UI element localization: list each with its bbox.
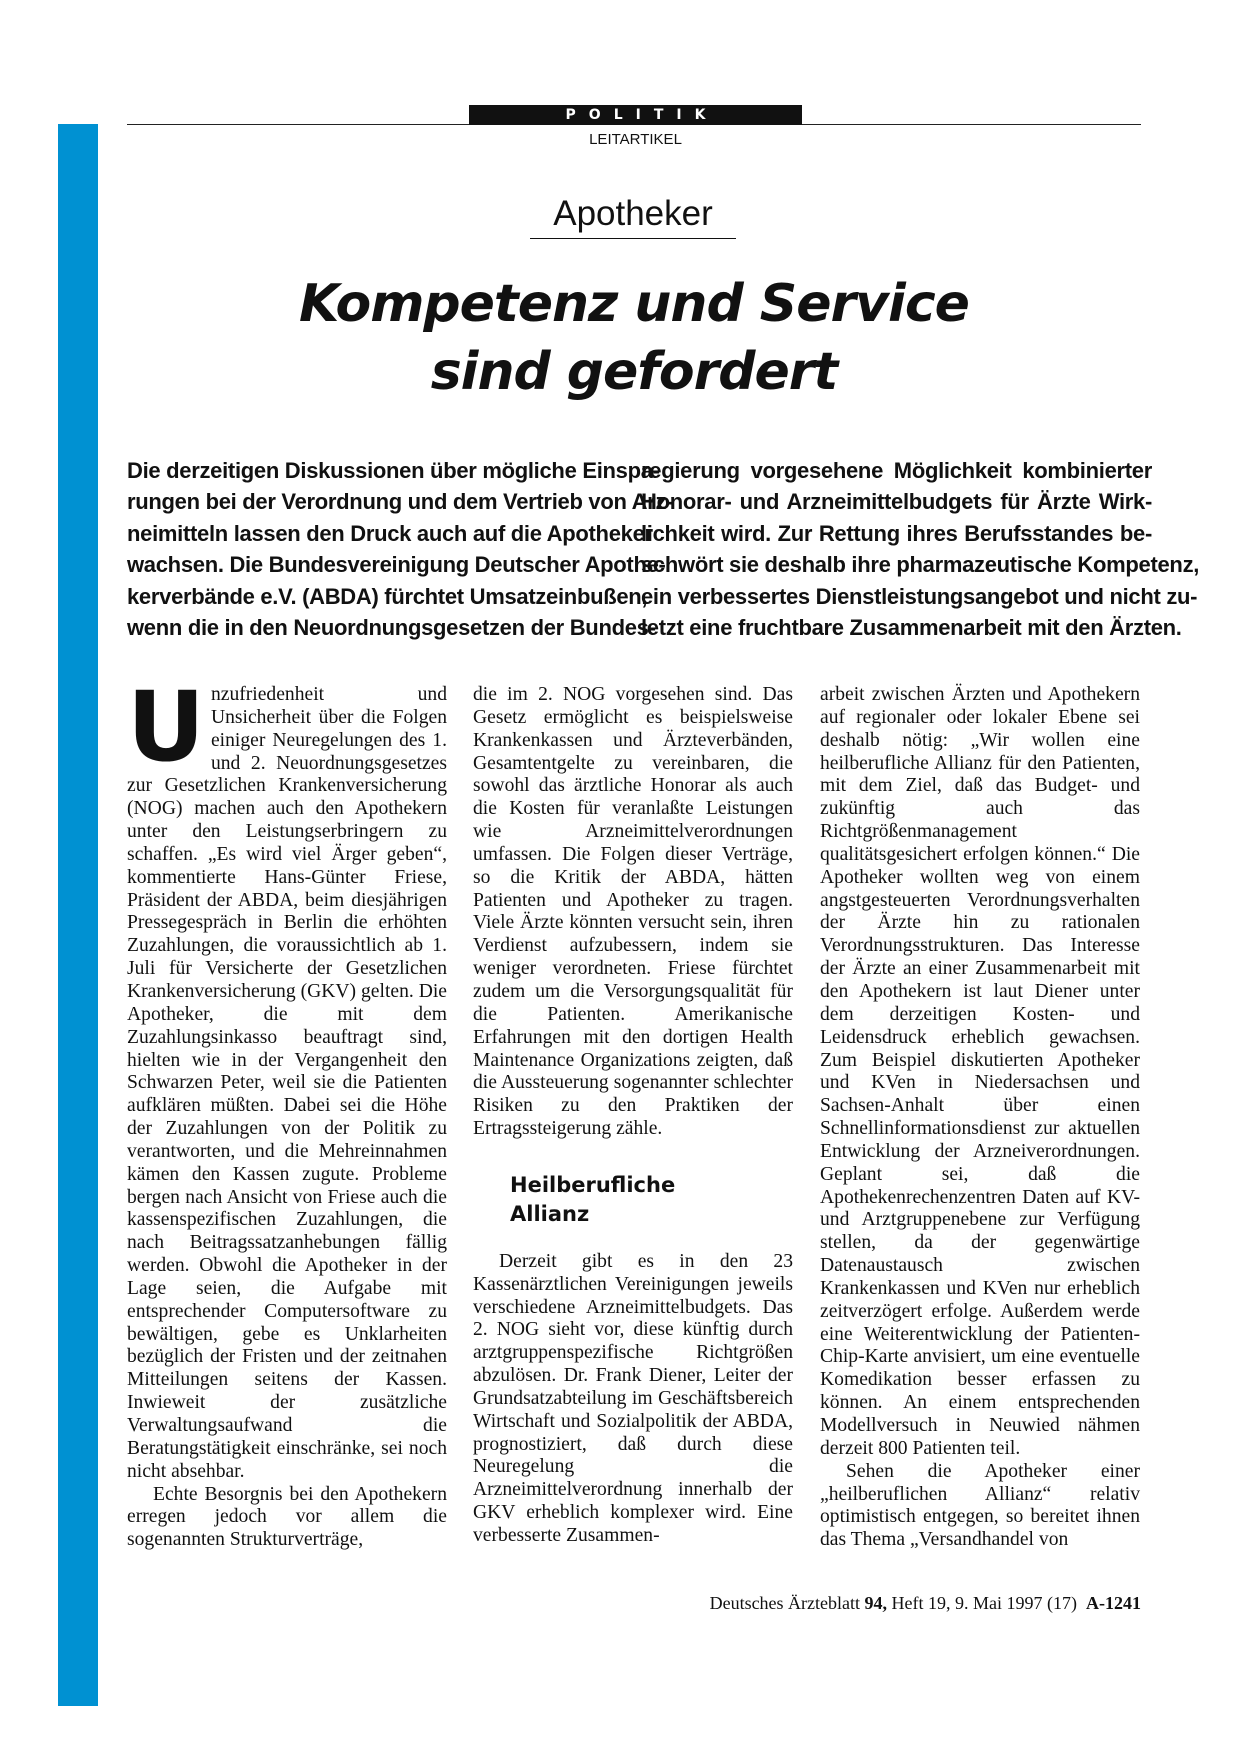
body-paragraph: Sehen die Apotheker einer „heilberuflichen Allianz“ relativ optimistisch entgegen, so bereitet ihnen das Thema „Versandhandel von <box>820 1460 1140 1551</box>
body-column-3 <box>820 684 1140 1552</box>
subheading-line-2: Allianz <box>510 1201 590 1226</box>
body-paragraph: Echte Besorgnis bei den Apothekern erregen jedoch vor allem die sogenannten Strukturverträge, <box>127 1483 447 1551</box>
footer-volume: 94, <box>864 1593 888 1613</box>
lead-line: lichkeit wird. Zur Rettung ihres Berufsstandes be- <box>641 520 1152 546</box>
lead-line: kerverbände e.V. (ABDA) fürchtet Umsatzeinbußen, <box>127 583 648 609</box>
drop-cap: U <box>127 671 205 783</box>
footer-page-number: A-1241 <box>1086 1593 1141 1613</box>
section-label: POLITIK <box>469 105 802 125</box>
body-paragraph <box>127 671 447 1484</box>
lead-paragraph-left <box>127 455 674 643</box>
lead-line: Honorar- und Arzneimittelbudgets für Ärzte Wirk- <box>641 489 1152 515</box>
body-paragraph: Derzeit gibt es in den 23 Kassenärztlichen Vereinigungen jeweils verschiedene Arzneimittelbudgets. Das 2. NOG sieht vor, diese künftig durch arztgruppenspezifische Richtgrößen abzulösen. Dr. Frank Diener, Leiter der Grundsatzabteilung im Geschäftsbereich Wirtschaft und Sozialpolitik der ABDA, prognostiziert, daß durch diese Neuregelung die Arzneimittelverordnung innerhalb der GKV erheblich komplexer wird. Eine verbesserte Zusammen- <box>473 1250 793 1546</box>
headline-line-1: Kompetenz und Service <box>299 274 969 334</box>
article-kicker: Apotheker <box>530 192 736 239</box>
lead-line: wachsen. Die Bundesvereinigung Deutscher Apothe- <box>127 552 666 578</box>
page-footer <box>600 1591 1141 1615</box>
body-column-1 <box>127 671 447 1552</box>
section-subheading <box>510 1171 793 1229</box>
body-column-2 <box>473 684 793 1548</box>
lead-line: regierung vorgesehene Möglichkeit kombinierter <box>641 458 1152 483</box>
lead-line: wenn die in den Neuordnungsgesetzen der Bundes- <box>127 614 656 640</box>
subsection-label: LEITARTIKEL <box>589 131 682 148</box>
article-headline <box>127 270 1141 406</box>
paragraph-text: nzufriedenheit und Unsicherheit über die Folgen einiger Neuregelungen des 1. und 2. Neuordnungsgesetzes zur Gesetzlichen Krankenversicherung (NOG) machen auch den Apothekern unter den Leistungserbringern zu schaffen. „Es wird viel Ärger geben“, kommentierte Hans-Günter Friese, Präsident der ABDA, beim diesjährigen Pressegespräch in Berlin die erhöhten Zuzahlungen, die voraussichtlich ab 1. Juli für Versicherte der Gesetzlichen Krankenversicherung (GKV) gelten. Die Apotheker, die mit dem Zuzahlungsinkasso beauftragt sind, hielten wie in der Vergangenheit den Schwarzen Peter, weil sie die Patienten aufklären müßten. Dabei sei die Höhe der Zuzahlungen von der Politik zu verantworten, und die Mehreinnahmen kämen den Kassen zugute. Probleme bergen nach Ansicht von Friese auch die kassenspezifischen Zuzahlungen, die nach Beitragssatzanhebungen fällig werden. Obwohl die Apotheker in der Lage seien, die Aufgabe mit entsprechender Computersoftware zu bewältigen, gebe es Unklarheiten bezüglich der Fristen und der zeitnahen Mitteilungen seitens der Kassen. Inwieweit der zusätzliche Verwaltungsaufwand die Beratungstätigkeit einschränke, sei noch nicht absehbar. <box>127 684 447 1482</box>
body-paragraph: arbeit zwischen Ärzten und Apothekern auf regionaler oder lokaler Ebene sei deshalb nötig: „Wir wollen eine heilberufliche Allianz für den Patienten, mit dem Ziel, daß das Budget- und zukünftig auch das Richtgrößenmanagement qualitätsgesichert erfolgen können.“ Die Apotheker wollten weg von einem angstgesteuerten Verordnungsverhalten der Ärzte hin zu rationalen Verordnungsstrukturen. Das Interesse der Ärzte an einer Zusammenarbeit mit den Apothekern ist laut Diener unter dem derzeitigen Kosten- und Leidensdruck erheblich gewachsen. Zum Beispiel diskutierten Apotheker und KVen in Niedersachsen und Sachsen-Anhalt über einen Schnellinformationsdienst zur aktuellen Entwicklung der Arzneiverordnungen. Geplant sei, daß die Apothekenrechenzentren Daten auf KV- und Arztgruppenebene zur Verfügung stellen, da der gegenwärtige Datenaustausch zwischen Krankenkassen und KVen nur erheblich zeitverzögert erfolge. Außerdem werde eine Weiterentwicklung der Patienten-Chip-Karte anvisiert, um eine eventuelle Komedikation besser erfassen zu können. An einem entsprechenden Modellversuch in Neuwied nähmen derzeit 800 Patienten teil. <box>820 684 1140 1459</box>
subheading-line-1: Heilberufliche <box>510 1172 676 1197</box>
lead-line: letzt eine fruchtbare Zusammenarbeit mit den Ärzten. <box>641 614 1182 640</box>
headline-line-2: sind gefordert <box>430 342 838 402</box>
lead-line: neimitteln lassen den Druck auch auf die Apotheker <box>127 520 653 546</box>
footer-journal: Deutsches Ärzteblatt <box>709 1593 861 1613</box>
lead-line: ein verbessertes Dienstleistungsangebot und nicht zu- <box>641 583 1198 609</box>
lead-line: schwört sie deshalb ihre pharmazeutische Kompetenz, <box>641 552 1200 578</box>
side-color-bar <box>58 124 98 1706</box>
body-paragraph: die im 2. NOG vorgesehen sind. Das Gesetz ermöglicht es beispielsweise Krankenkassen und Ärzteverbänden, Gesamtentgelte zu vereinbaren, die sowohl das ärztliche Honorar als auch die Kosten für veranlaßte Leistungen wie Arzneimittelverordnungen umfassen. Die Folgen dieser Verträge, so die Kritik der ABDA, hätten Patienten und Apotheker zu tragen. Viele Ärzte könnten versucht sein, ihren Verdienst aufzubessern, indem sie weniger verordneten. Friese fürchtet zudem um die Versorgungsqualität für die Patienten. Amerikanische Erfahrungen mit den dortigen Health Maintenance Organizations zeigten, daß die Aussteuerung sogenannter schlechter Risiken zu den Praktiken der Ertragssteigerung zähle. <box>473 684 793 1140</box>
lead-paragraph-right <box>641 455 1200 643</box>
lead-line: rungen bei der Verordnung und dem Vertrieb von Arz- <box>127 489 674 515</box>
footer-issue: Heft 19, 9. Mai 1997 (17) <box>891 1593 1077 1613</box>
lead-line: Die derzeitigen Diskussionen über mögliche Einspa- <box>127 458 660 483</box>
